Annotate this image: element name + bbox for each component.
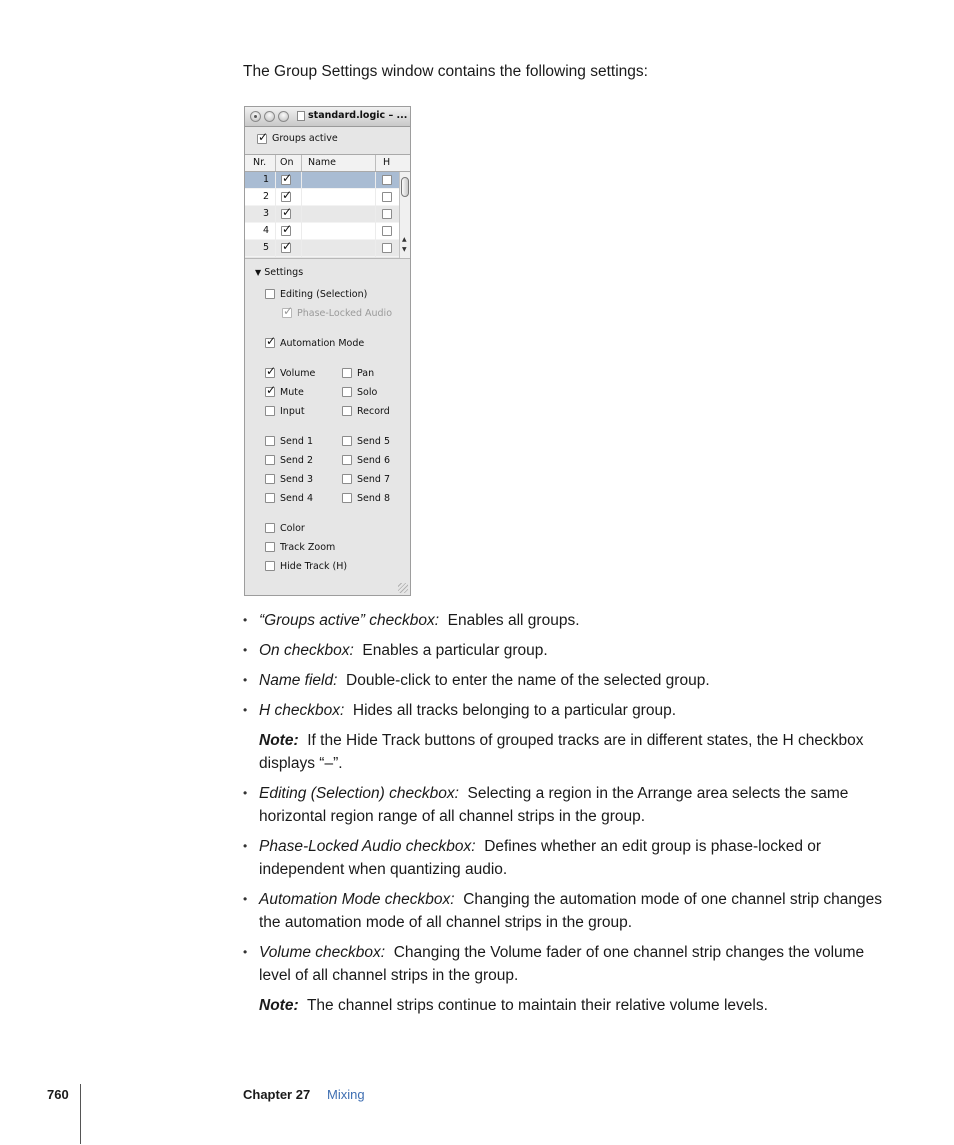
row-nr: 5	[262, 242, 269, 253]
table-row[interactable]	[245, 189, 399, 206]
list-item	[243, 835, 883, 881]
phase-locked-audio-label: Phase-Locked Audio	[297, 308, 393, 319]
record-checkbox[interactable]	[342, 406, 352, 416]
item-text: Defines whether an edit group is phase-locked or independent when quantizing audio.	[259, 838, 822, 878]
note-text: The channel strips continue to maintain their relative volume levels.	[306, 997, 768, 1014]
on-checkbox[interactable]	[281, 209, 291, 219]
note	[243, 729, 883, 775]
item-term: H checkbox:	[259, 702, 345, 719]
send-7-label: Send 7	[357, 474, 390, 485]
item-text: Selecting a region in the Arrange area selects the same horizontal region range of all channel strips in the group.	[259, 785, 849, 825]
minimize-button[interactable]	[264, 111, 275, 122]
chapter-label: Chapter 27	[243, 1087, 311, 1102]
row-nr: 1	[262, 174, 269, 185]
volume-label: Volume	[280, 368, 316, 379]
on-checkbox[interactable]	[281, 226, 291, 236]
list-item	[243, 699, 883, 722]
item-term: Name field:	[259, 672, 338, 689]
resize-grip-icon[interactable]	[398, 583, 408, 593]
editing-selection-label: Editing (Selection)	[280, 289, 368, 300]
settings-heading: Settings	[264, 267, 304, 278]
row-nr: 3	[262, 208, 269, 219]
close-button[interactable]	[250, 111, 261, 122]
h-checkbox[interactable]	[382, 243, 392, 253]
table-row[interactable]	[245, 223, 399, 240]
groups-active-checkbox[interactable]	[257, 134, 267, 144]
h-checkbox[interactable]	[382, 175, 392, 185]
on-checkbox[interactable]	[281, 175, 291, 185]
table-row[interactable]	[245, 172, 399, 189]
window-titlebar	[245, 107, 410, 127]
page-number: 760	[47, 1087, 69, 1102]
table-scrollbar[interactable]	[399, 172, 410, 258]
col-name-header[interactable]: Name	[308, 157, 337, 168]
automation-mode-label: Automation Mode	[280, 338, 365, 349]
group-settings-window	[244, 106, 411, 596]
track-zoom-checkbox[interactable]	[265, 542, 275, 552]
item-text: Enables all groups.	[447, 612, 580, 629]
note-text: If the Hide Track buttons of grouped tracks are in different states, the H checkbox displays “–”.	[259, 732, 864, 772]
col-nr-header[interactable]: Nr.	[253, 157, 267, 168]
note-label: Note:	[259, 732, 299, 749]
pan-checkbox[interactable]	[342, 368, 352, 378]
send-1-checkbox[interactable]	[265, 436, 275, 446]
item-term: Phase-Locked Audio checkbox:	[259, 838, 476, 855]
chapter-section-link[interactable]: Mixing	[327, 1087, 365, 1102]
h-checkbox[interactable]	[382, 226, 392, 236]
intro-text: The Group Settings window contains the following settings:	[243, 63, 648, 80]
item-text: Hides all tracks belonging to a particular group.	[352, 702, 677, 719]
solo-checkbox[interactable]	[342, 387, 352, 397]
h-checkbox[interactable]	[382, 192, 392, 202]
send-2-checkbox[interactable]	[265, 455, 275, 465]
input-label: Input	[280, 406, 305, 417]
send-5-label: Send 5	[357, 436, 390, 447]
row-nr: 2	[262, 191, 269, 202]
document-icon	[297, 111, 305, 121]
disclosure-triangle-icon: ▼	[255, 268, 262, 277]
note-label: Note:	[259, 997, 299, 1014]
list-item	[243, 941, 883, 987]
list-item	[243, 669, 883, 692]
solo-label: Solo	[357, 387, 378, 398]
scroll-down-arrow-icon[interactable]: ▼	[402, 246, 407, 253]
send-2-label: Send 2	[280, 455, 313, 466]
color-label: Color	[280, 523, 305, 534]
settings-description-list	[243, 609, 883, 1024]
on-checkbox[interactable]	[281, 192, 291, 202]
scroll-up-arrow-icon[interactable]: ▲	[402, 236, 407, 243]
window-title: standard.logic – ...	[308, 110, 408, 121]
send-3-label: Send 3	[280, 474, 313, 485]
list-item	[243, 639, 883, 662]
on-checkbox[interactable]	[281, 243, 291, 253]
track-zoom-label: Track Zoom	[280, 542, 336, 553]
groups-active-label: Groups active	[272, 133, 338, 144]
item-text: Enables a particular group.	[362, 642, 548, 659]
send-8-label: Send 8	[357, 493, 390, 504]
item-text: Double-click to enter the name of the selected group.	[346, 672, 710, 689]
divider	[245, 258, 410, 259]
color-checkbox[interactable]	[265, 523, 275, 533]
send-4-checkbox[interactable]	[265, 493, 275, 503]
group-table-header	[245, 154, 410, 172]
volume-checkbox[interactable]	[265, 368, 275, 378]
col-on-header[interactable]: On	[280, 157, 294, 168]
col-h-header[interactable]: H	[383, 157, 391, 168]
send-8-checkbox[interactable]	[342, 493, 352, 503]
send-4-label: Send 4	[280, 493, 313, 504]
mute-checkbox[interactable]	[265, 387, 275, 397]
list-item	[243, 782, 883, 828]
item-term: Editing (Selection) checkbox:	[259, 785, 459, 802]
send-6-checkbox[interactable]	[342, 455, 352, 465]
send-6-label: Send 6	[357, 455, 390, 466]
zoom-button[interactable]	[278, 111, 289, 122]
item-term: “Groups active” checkbox:	[259, 612, 440, 629]
record-label: Record	[357, 406, 390, 417]
send-1-label: Send 1	[280, 436, 313, 447]
list-item	[243, 609, 883, 632]
settings-disclosure[interactable]	[255, 267, 303, 278]
hide-track-label: Hide Track (H)	[280, 561, 348, 572]
mute-label: Mute	[280, 387, 304, 398]
hide-track-checkbox[interactable]	[265, 561, 275, 571]
send-5-checkbox[interactable]	[342, 436, 352, 446]
footer-divider	[80, 1084, 81, 1144]
input-checkbox[interactable]	[265, 406, 275, 416]
send-3-checkbox[interactable]	[265, 474, 275, 484]
list-item	[243, 888, 883, 934]
row-nr: 4	[262, 225, 269, 236]
scroll-thumb[interactable]	[401, 177, 409, 197]
item-term: Volume checkbox:	[259, 944, 386, 961]
automation-mode-checkbox[interactable]	[265, 338, 275, 348]
item-term: Automation Mode checkbox:	[259, 891, 455, 908]
editing-selection-checkbox[interactable]	[265, 289, 275, 299]
send-7-checkbox[interactable]	[342, 474, 352, 484]
item-text: Changing the Volume fader of one channel strip changes the volume level of all channel strips in the group.	[259, 944, 865, 984]
pan-label: Pan	[357, 368, 375, 379]
table-row[interactable]	[245, 206, 399, 223]
item-text: Changing the automation mode of one channel strip changes the automation mode of all channel strips in the group.	[259, 891, 883, 931]
note	[243, 994, 883, 1017]
phase-locked-audio-checkbox[interactable]	[282, 308, 292, 318]
h-checkbox[interactable]	[382, 209, 392, 219]
item-term: On checkbox:	[259, 642, 354, 659]
table-row[interactable]	[245, 240, 399, 257]
